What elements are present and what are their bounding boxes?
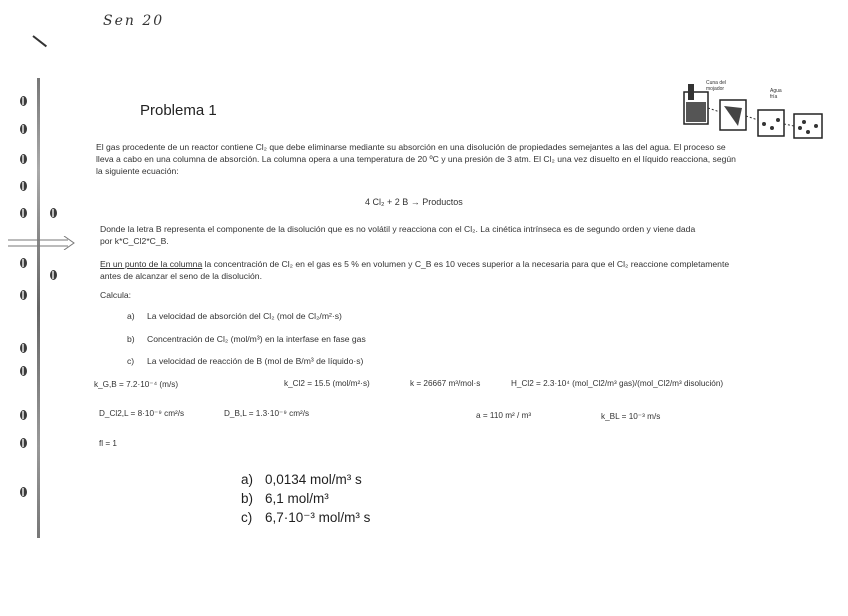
item-label: c) — [127, 356, 135, 366]
punch-hole — [20, 343, 27, 353]
constant-value: k_Cl2 = 15.5 (mol/m²·s) — [284, 379, 370, 388]
paragraph-line: lleva a cabo en una columna de absorción. La columna opera a una temperatura de 20 ºC y una presión de 3 atm. El Cl₂ una vez disuelto en el líquido reacciona, según — [96, 154, 736, 164]
question-item — [127, 334, 366, 346]
answer-label: b) — [241, 491, 254, 506]
item-text: Concentración de Cl₂ (mol/m³) en la interfase en fase gas — [147, 334, 366, 344]
punch-hole — [20, 154, 27, 164]
paragraph-line: antes de alcanzar el seno de la disolución. — [100, 271, 262, 281]
item-label: a) — [127, 311, 135, 321]
item-text: La velocidad de absorción del Cl₂ (mol de Cl₂/m²·s) — [147, 311, 342, 321]
underlined-phrase: En un punto de la columna — [100, 259, 203, 269]
item-label: b) — [127, 334, 135, 344]
beakers-figure — [680, 74, 828, 140]
constant-value: D_Cl2,L = 8·10⁻⁹ cm²/s — [99, 409, 185, 418]
beta-value: fl = 1 — [99, 439, 117, 448]
punch-hole — [20, 290, 27, 300]
question-item — [127, 311, 342, 323]
punch-hole — [20, 258, 27, 268]
calcula-label: Calcula: — [100, 290, 132, 300]
punch-hole — [20, 96, 27, 106]
punch-hole — [20, 438, 27, 448]
arrow-mark-icon — [8, 236, 76, 250]
figure-label: Agua fría — [770, 88, 782, 100]
problem-title: Problema 1 — [140, 102, 217, 119]
answer-value: 6,7·10⁻³ mol/m³ s — [265, 510, 371, 525]
constant-value: k_G,B = 7.2·10⁻⁴ (m/s) — [94, 380, 179, 389]
paragraph-line: la siguiente ecuación: — [96, 166, 179, 176]
answer-value: 6,1 mol/m³ — [265, 491, 329, 506]
paragraph-line: El gas procedente de un reactor contiene Cl₂ que debe eliminarse mediante su absorción en una disolución de propiedades semejantes a las del agua. El proceso se — [96, 142, 726, 152]
punch-hole — [20, 487, 27, 497]
punch-hole — [50, 208, 57, 218]
constant-value: k = 26667 m³/mol·s — [410, 379, 481, 388]
reaction-equation: 4 Cl₂ + 2 B → Productos — [365, 197, 463, 207]
constant-value: H_Cl2 = 2.3·10⁴ (mol_Cl2/m³ gas)/(mol_Cl2/m³ disolución) — [511, 379, 724, 388]
handwritten-note: Sen 20 — [103, 13, 165, 29]
binder-spine — [37, 78, 40, 538]
item-text: La velocidad de reacción de B (mol de B/m³ de líquido·s) — [147, 356, 364, 366]
answer-item — [241, 472, 362, 487]
punch-hole — [50, 270, 57, 280]
punch-hole — [20, 410, 27, 420]
answer-value: 0,0134 mol/m³ s — [265, 472, 362, 487]
paragraph-line — [100, 259, 729, 271]
constant-value: D_B,L = 1.3·10⁻⁹ cm²/s — [224, 409, 310, 418]
punch-hole — [20, 208, 27, 218]
answer-label: a) — [241, 472, 254, 487]
punch-hole — [20, 366, 27, 376]
pen-mark — [32, 35, 47, 47]
answer-item — [241, 510, 370, 526]
question-item — [127, 356, 363, 368]
constant-value: k_BL = 10⁻³ m/s — [601, 412, 661, 421]
answer-label: c) — [241, 510, 253, 525]
paragraph-line: por k*C_Cl2*C_B. — [100, 236, 169, 246]
constant-value: a = 110 m² / m³ — [476, 411, 532, 420]
paragraph-text: la concentración de Cl₂ en el gas es 5 % en volumen y C_B es 10 veces superior a la necesaria para que el Cl₂ reaccione completamente — [202, 259, 730, 269]
figure-label: Cuna del mojador — [706, 80, 727, 92]
punch-hole — [20, 124, 27, 134]
punch-hole — [20, 181, 27, 191]
answer-item — [241, 491, 329, 506]
paragraph-line: Donde la letra B representa el componente de la disolución que es no volátil y reacciona con el Cl₂. La cinética intrínseca es de segundo orden y viene dada — [100, 224, 696, 234]
